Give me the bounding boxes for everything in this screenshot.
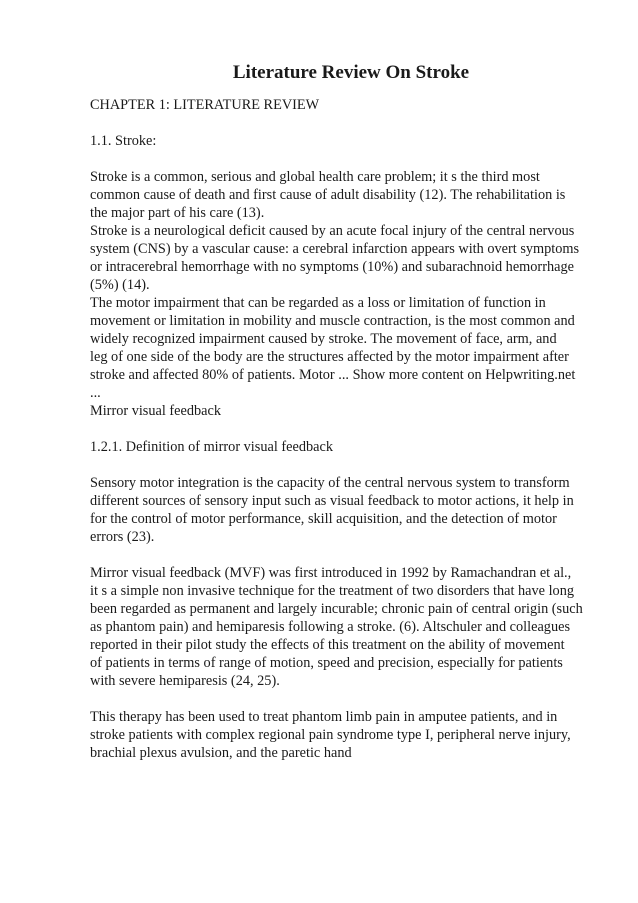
spacer	[90, 150, 600, 168]
stroke-paragraph: Stroke is a common, serious and global health care problem; it s the third most common cause of death and first cause of adult disability (12). The rehabilitation is the major part of his care (13). Stroke is a neurological deficit caused by an acute focal injury of the central nervous system (CNS) by a vascular cause: a cerebral infarction appears with overt symptoms or intracerebral hemorrhage with no symptoms (10%) and subarachnoid hemorrhage (5%) (14). The motor impairment that can be regarded as a loss or limitation of function in movement or limitation in mobility and muscle contraction, is the most common and widely recognized impairment caused by stroke. The movement of face, arm, and leg of one side of the body are the structures affected by the motor impairment after stroke and affected 80% of patients. Motor ... Show more content on Helpwriting.net ... Mirror visual feedback	[90, 169, 580, 419]
document-title: Literature Review On Stroke	[232, 62, 470, 83]
therapy-paragraph: This therapy has been used to treat phantom limb pain in amputee patients, and in stroke patients with complex regional pain syndrome type I, peripheral nerve injury, brachial plexus avulsion, and the paretic hand	[90, 709, 571, 761]
spacer	[90, 456, 600, 474]
spacer	[90, 420, 600, 438]
spacer	[90, 114, 600, 132]
mvf-paragraph: Mirror visual feedback (MVF) was first introduced in 1992 by Ramachandran et al., it s a simple non invasive technique for the treatment of two disorders that have long been regarded as permanent and largely incurable; chronic pain of central origin (such as phantom pain) and hemiparesis following a stroke. (6). Altschuler and colleagues reported in their pilot study the effects of this treatment on the ability of movement of patients in terms of range of motion, speed and precision, especially for patients with severe hemiparesis (24, 25).	[90, 565, 583, 689]
spacer	[90, 546, 600, 564]
document-page	[90, 58, 600, 762]
chapter-heading: CHAPTER 1: LITERATURE REVIEW	[90, 97, 320, 113]
integration-paragraph: Sensory motor integration is the capacity of the central nervous system to transform different sources of sensory input such as visual feedback to motor actions, it help in for the control of motor performance, skill acquisition, and the detection of motor errors (23).	[90, 475, 574, 545]
subsection-heading: 1.2.1. Definition of mirror visual feedback	[90, 439, 333, 455]
spacer	[90, 690, 600, 708]
section-heading: 1.1. Stroke:	[90, 133, 157, 149]
